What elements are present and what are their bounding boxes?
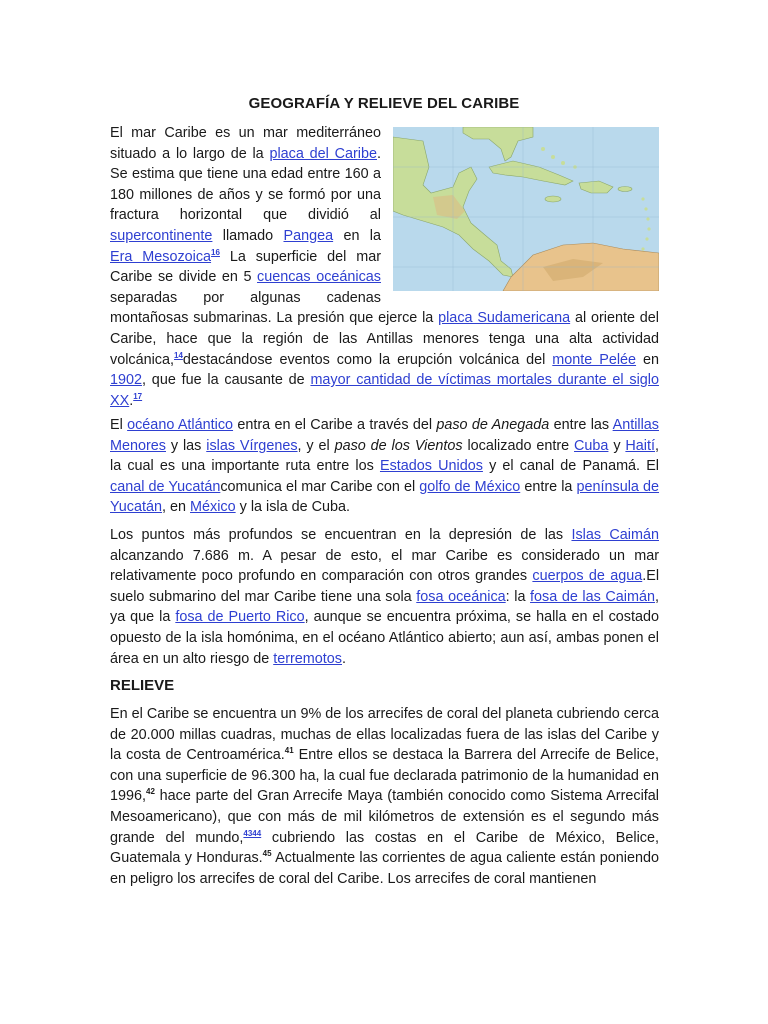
link-fosa-de-las-caiman[interactable]: fosa de las Caimán bbox=[530, 588, 655, 605]
text: llamado bbox=[212, 227, 284, 244]
link-islas-caiman[interactable]: Islas Caimán bbox=[571, 527, 659, 543]
link-fosa-oceanica[interactable]: fosa oceánica bbox=[416, 588, 506, 605]
link-canal-de-yucatan[interactable]: canal de Yucatán bbox=[110, 478, 221, 495]
text: , aunque se encuentra próxima, se halla en el costado opuesto de la isla homónima, en el océano Atlántico abierto; aun así, ambas ponen el área en un alto riesgo de bbox=[110, 609, 659, 667]
link-placa-sudamericana[interactable]: placa Sudamericana bbox=[438, 310, 571, 327]
paragraph-intro bbox=[110, 123, 659, 411]
text: y la isla de Cuba. bbox=[235, 499, 351, 516]
text: El mar Caribe es un mar mediterráneo situado a lo largo de la bbox=[110, 125, 381, 162]
link-antillas-menores[interactable]: Antillas Menores bbox=[110, 417, 659, 454]
text: localizado entre bbox=[462, 437, 575, 454]
caribbean-map-image bbox=[393, 127, 659, 291]
text: y las bbox=[166, 437, 207, 454]
text: entre las bbox=[549, 417, 613, 433]
text: , ya que la bbox=[110, 588, 659, 626]
text: alcanzando 7.686 m. A pesar de esto, el mar Caribe es considerado un mar relativamente poco profundo en comparación con otros grandes bbox=[110, 547, 659, 585]
link-supercontinente[interactable]: supercontinente bbox=[110, 227, 213, 244]
link-era-mesozoica[interactable]: Era Mesozoica bbox=[110, 248, 212, 265]
citation-number: 42 bbox=[146, 787, 155, 797]
text: , y el bbox=[297, 437, 335, 454]
section-heading-relieve: RELIEVE bbox=[110, 677, 175, 694]
text: en bbox=[636, 351, 659, 368]
link-cuencas-oceanicas[interactable]: cuencas oceánicas bbox=[257, 269, 381, 286]
link-estados-unidos[interactable]: Estados Unidos bbox=[379, 458, 483, 475]
text: entra en el Caribe a través del bbox=[233, 417, 437, 433]
link-placa-del-caribe[interactable]: placa del Caribe bbox=[269, 145, 377, 162]
text: , en bbox=[162, 499, 191, 516]
text: . bbox=[129, 392, 134, 409]
text: : la bbox=[505, 588, 531, 605]
text: Los puntos más profundos se encuentran en la depresión de las bbox=[110, 527, 572, 543]
link-islas-virgenes[interactable]: islas Vírgenes bbox=[206, 437, 298, 454]
link-pangea[interactable]: Pangea bbox=[283, 227, 334, 244]
emphasis-text: paso de Anegada bbox=[436, 417, 550, 433]
link-cuba[interactable]: Cuba bbox=[574, 437, 609, 454]
link-peninsula-de-yucatan[interactable]: península de Yucatán bbox=[110, 478, 660, 516]
text: El bbox=[110, 417, 128, 433]
paragraph-relieve bbox=[110, 704, 659, 889]
text: entre la bbox=[520, 478, 577, 495]
text: y el canal de Panamá. El bbox=[482, 458, 659, 475]
text: En el Caribe se encuentra un 9% de los arrecifes de coral del planeta cubriendo cerca de 20.000 millas cuadras, muchas de ellas localizadas fuera de las islas del Caribe y la costa de Centroamérica. bbox=[110, 706, 659, 764]
link-terremotos[interactable]: terremotos bbox=[273, 650, 342, 667]
link-golfo-de-mexico[interactable]: golfo de México bbox=[419, 478, 521, 495]
link-victimas-siglo-xx[interactable]: mayor cantidad de víctimas mortales durante el siglo XX bbox=[110, 372, 659, 409]
text: en la bbox=[333, 227, 381, 244]
paragraph-profundidad bbox=[110, 525, 659, 669]
text: Entre ellos se destaca la Barrera del Arrecife de Belice, con una superficie de 96.300 ha, la cual fue declarada patrimonio de la humanidad en 1996, bbox=[110, 747, 659, 805]
link-cuerpos-de-agua[interactable]: cuerpos de agua bbox=[532, 568, 643, 585]
text: . Se estima que tiene una edad entre 160 a 180 millones de años y se formó por una fractura horizontal que dividió al bbox=[110, 145, 381, 224]
text: , la cual es una importante ruta entre los bbox=[110, 437, 659, 475]
page-bottom-margin bbox=[0, 960, 768, 1024]
citation-number: 45 bbox=[262, 849, 272, 859]
text: al oriente del Caribe, hace que la región de las Antillas menores tenga una alta actividad volcánica, bbox=[110, 310, 659, 368]
link-1902[interactable]: 1902 bbox=[110, 372, 143, 389]
link-fosa-de-puerto-rico[interactable]: fosa de Puerto Rico bbox=[175, 609, 305, 626]
emphasis-text: paso de los Vientos bbox=[334, 437, 463, 454]
link-haiti[interactable]: Haití bbox=[625, 437, 655, 454]
citation-number: 41 bbox=[284, 746, 294, 756]
text: cubriendo las costas en el Caribe de México, Belice, Guatemala y Honduras. bbox=[110, 829, 659, 867]
paragraph-atlantico bbox=[110, 415, 659, 518]
text: comunica el mar Caribe con el bbox=[220, 478, 420, 495]
citation-link[interactable]: 16 bbox=[211, 247, 220, 257]
link-oceano-atlantico[interactable]: océano Atlántico bbox=[127, 417, 234, 433]
citation-link[interactable]: 14 bbox=[174, 350, 183, 360]
citation-link[interactable]: 4344 bbox=[243, 828, 262, 838]
link-monte-pelee[interactable]: monte Pelée bbox=[552, 351, 637, 368]
link-mexico[interactable]: México bbox=[190, 499, 236, 516]
text: . bbox=[342, 650, 346, 667]
text: La superficie del mar Caribe se divide en 5 bbox=[110, 248, 381, 286]
text: separadas por algunas cadenas montañosas submarinas. La presión que ejerce la bbox=[110, 289, 439, 327]
text: hace parte del Gran Arrecife Maya (también conocido como Sistema Arrecifal Mesoamericano), que con más de mil kilómetros de extensión es el segundo más grande del mundo, bbox=[110, 788, 659, 846]
text: .El suelo submarino del mar Caribe tiene una sola bbox=[110, 568, 660, 605]
text: Actualmente las corrientes de agua caliente están poniendo en peligro los arrecifes de coral del Caribe. Los arrecifes de coral mantienen bbox=[110, 850, 659, 887]
text: , que fue la causante de bbox=[142, 372, 311, 389]
citation-link[interactable]: 17 bbox=[133, 391, 143, 401]
page-title: GEOGRAFÍA Y RELIEVE DEL CARIBE bbox=[248, 95, 520, 112]
text: y bbox=[608, 437, 626, 454]
text: destacándose eventos como la erupción volcánica del bbox=[182, 351, 553, 368]
